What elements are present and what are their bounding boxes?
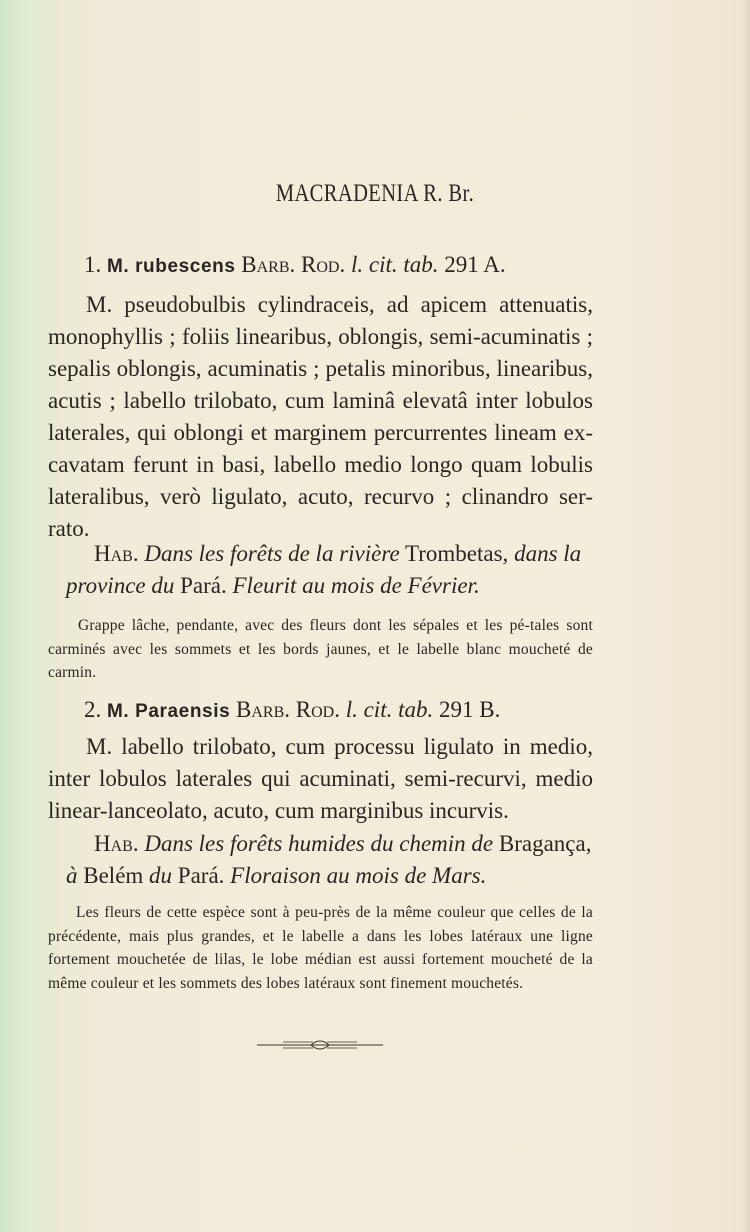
species-2-description: M. labello trilobato, cum processu ligulato in medio, inter lobulos laterales qui acuminati, semi-recurvi, medio linear-lanceolato, acuto, cum marginibus incurvis.	[48, 734, 593, 823]
species-2-name: Paraensis	[135, 701, 231, 722]
species-2-hab-label: Hab.	[94, 831, 139, 856]
species-1-note: Grappe lâche, pendante, avec des fleurs dont les sépales et les pé-tales sont carminés avec les sommets et les bords jaunes, et le labelle blanc moucheté de carmin.	[48, 617, 593, 681]
species-2-hab-para: Pará.	[177, 863, 225, 888]
page-edge	[746, 0, 750, 1232]
species-1-description: M. pseudobulbis cylindraceis, ad apicem attenuatis, monophyllis ; foliis linearibus, oblongis, semi-acuminatis ; sepalis oblongis, acuminatis ; petalis minoribus, linearibus, acutis ; labello trilobato, cum laminâ elevatâ inter lobulos laterales, qui oblongi et marginem percurrentes lineam ex-cavatam ferunt in basi, labello medio longo quam lobulis lateralibus, verò ligulato, acuto, recurvo ; clinandro ser-rato.	[48, 292, 593, 541]
species-1-citation: l. cit. tab.	[350, 252, 439, 277]
species-2-author: Barb. Rod.	[236, 697, 340, 722]
species-1-header	[84, 252, 604, 278]
species-2-hab-flowering: Floraison au mois de Mars.	[230, 863, 487, 888]
genus-heading: MACRADENIA R. Br.	[275, 180, 475, 207]
species-1-hab-label: Hab.	[94, 541, 139, 566]
species-2-genus: M.	[107, 701, 130, 722]
species-1-hab-province: dans la province du	[66, 541, 582, 598]
species-1-genus: M.	[107, 256, 130, 277]
species-2-plate: 291 B.	[438, 697, 501, 722]
species-1-plate: 291 A.	[444, 252, 506, 277]
species-1-hab-text: Dans les forêts de la rivière	[144, 541, 400, 566]
species-1-author: Barb. Rod.	[241, 252, 346, 277]
species-2-number: 2.	[84, 697, 102, 722]
species-2-header	[84, 697, 604, 723]
species-2-hab-du: du	[149, 863, 173, 888]
species-1-habitat	[48, 538, 593, 602]
species-2-hab-braganca: Bragança,	[498, 831, 592, 856]
species-2-citation: l. cit. tab.	[345, 697, 434, 722]
species-1-name: rubescens	[135, 256, 236, 277]
species-2-hab-a: à	[66, 863, 78, 888]
species-1-number: 1.	[84, 252, 102, 277]
species-1-hab-river: Trombetas,	[405, 541, 509, 566]
species-2-note: Les fleurs de cette espèce sont à peu-près de la même couleur que celles de la précédente, mais plus grandes, et le labelle a dans les lobes latéraux une ligne fortement mouchetée de lilas, le lobe médian est aussi fortement moucheté de la même couleur et les sommets des lobes latéraux sont finement mouchetés.	[48, 904, 593, 992]
species-2-hab-text: Dans les forêts humides du chemin de	[144, 831, 494, 856]
species-1-hab-flowering: Fleurit au mois de Février.	[232, 573, 480, 598]
species-2-hab-belem: Belém	[83, 863, 144, 888]
ornament-divider	[255, 1036, 385, 1054]
species-1-hab-para: Pará.	[180, 573, 227, 598]
species-2-habitat	[48, 828, 593, 892]
